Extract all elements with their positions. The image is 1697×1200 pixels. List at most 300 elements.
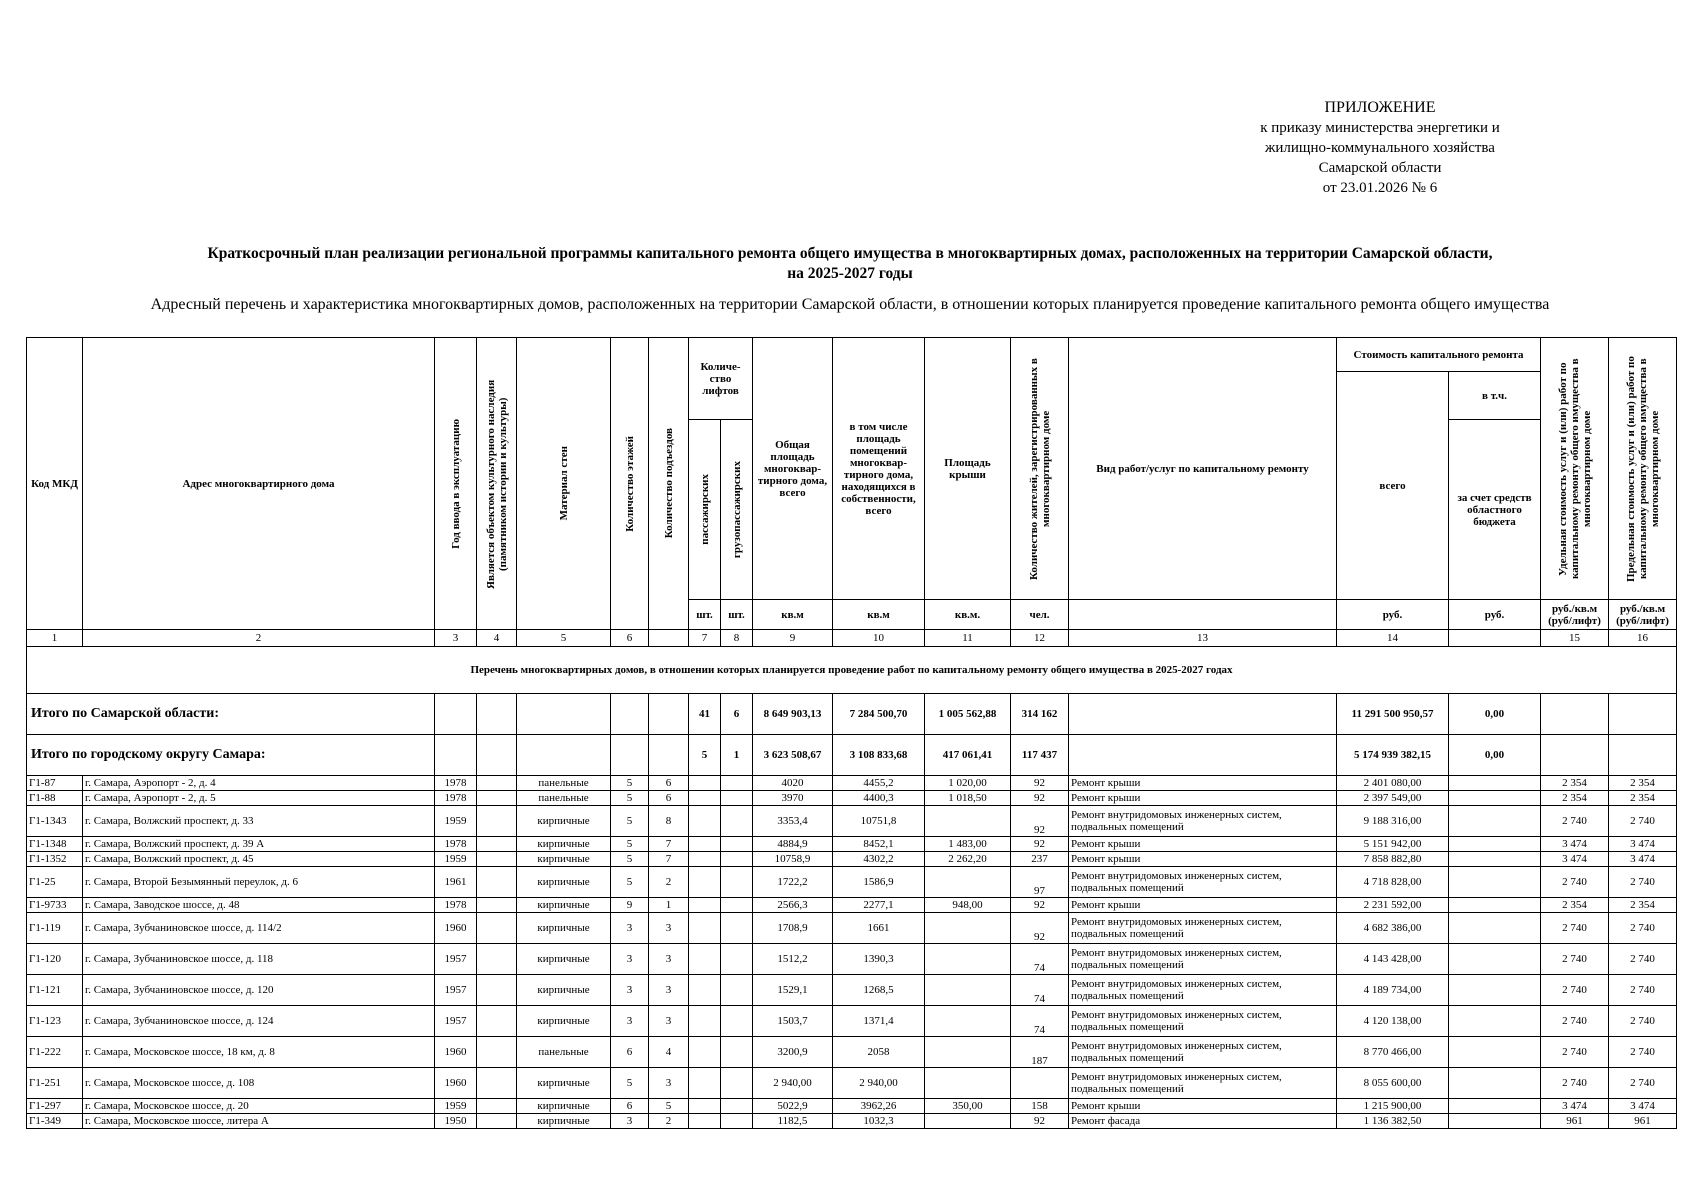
cell-code: Г1-121 [27, 975, 83, 1006]
total-city-row [27, 735, 1677, 776]
cell-entrances: 7 [649, 837, 689, 852]
cell-heritage [477, 867, 517, 898]
cell-max-cost: 2 354 [1609, 791, 1677, 806]
cell-residents: 97 [1011, 867, 1069, 898]
cell-residents: 74 [1011, 944, 1069, 975]
cell-floors: 5 [611, 1068, 649, 1099]
table-row [27, 913, 1677, 944]
cell-address: г. Самара, Московское шоссе, д. 20 [83, 1099, 435, 1114]
cell-max-cost: 2 740 [1609, 975, 1677, 1006]
cell-lifts-cargo [721, 1006, 753, 1037]
cell-cost: 4 718 828,00 [1337, 867, 1449, 898]
cell-area: 2 940,00 [753, 1068, 833, 1099]
header-max-cost [1609, 338, 1677, 600]
cell-cost: 4 189 734,00 [1337, 975, 1449, 1006]
header-floors [611, 338, 649, 630]
cell-unit-cost: 2 354 [1541, 898, 1609, 913]
cell-address: г. Самара, Заводское шоссе, д. 48 [83, 898, 435, 913]
column-number-row [27, 630, 1677, 647]
cell-residents: 74 [1011, 975, 1069, 1006]
cell-entrances: 4 [649, 1037, 689, 1068]
cell-year: 1978 [435, 776, 477, 791]
city-area: 3 623 508,67 [753, 735, 833, 776]
cell-material: панельные [517, 1037, 611, 1068]
cell-year: 1959 [435, 852, 477, 867]
cell-residents: 158 [1011, 1099, 1069, 1114]
header-residents-text: Количество жителей, зарегистрированных в многоквартирном доме [1027, 357, 1052, 580]
cell-residents: 92 [1011, 791, 1069, 806]
cell-lifts-cargo [721, 837, 753, 852]
cell-floors: 6 [611, 1099, 649, 1114]
cell-area: 3200,9 [753, 1037, 833, 1068]
cell-unit-cost: 2 740 [1541, 1006, 1609, 1037]
appendix-block [1120, 98, 1640, 198]
cell-address: г. Самара, Московское шоссе, д. 108 [83, 1068, 435, 1099]
cell-roof [925, 1006, 1011, 1037]
column-number: 2 [83, 630, 435, 647]
cell-year: 1959 [435, 806, 477, 837]
cell-address: г. Самара, Волжский проспект, д. 33 [83, 806, 435, 837]
cell-regional [1449, 837, 1541, 852]
total-cost: 11 291 500 950,57 [1337, 694, 1449, 735]
cell-cost: 8 770 466,00 [1337, 1037, 1449, 1068]
cell-heritage [477, 898, 517, 913]
cell-max-cost: 961 [1609, 1114, 1677, 1129]
appendix-line: от 23.01.2026 № 6 [1322, 180, 1438, 196]
cell-code: Г1-1352 [27, 852, 83, 867]
cell-roof [925, 867, 1011, 898]
cell-address: г. Самара, Московское шоссе, литера А [83, 1114, 435, 1129]
column-number: 15 [1541, 630, 1609, 647]
table-row [27, 944, 1677, 975]
cell-lifts-pass [689, 975, 721, 1006]
cell-code: Г1-9733 [27, 898, 83, 913]
cell-residents: 92 [1011, 806, 1069, 837]
cell-year: 1950 [435, 1114, 477, 1129]
header-area-total: Общая площадь многоквар-тирного дома, всего [753, 338, 833, 600]
cell-heritage [477, 806, 517, 837]
total-area: 8 649 903,13 [753, 694, 833, 735]
cell-address: г. Самара, Второй Безымянный переулок, д. 6 [83, 867, 435, 898]
cell-floors: 5 [611, 867, 649, 898]
total-roof: 1 005 562,88 [925, 694, 1011, 735]
cell-unit-cost: 961 [1541, 1114, 1609, 1129]
table-row [27, 1006, 1677, 1037]
cell-max-cost: 2 354 [1609, 898, 1677, 913]
total-lifts-cargo: 6 [721, 694, 753, 735]
table-row [27, 776, 1677, 791]
cell-lifts-pass [689, 1006, 721, 1037]
cell-entrances: 3 [649, 1006, 689, 1037]
cell-code: Г1-123 [27, 1006, 83, 1037]
cell-max-cost: 2 740 [1609, 1037, 1677, 1068]
cell-regional [1449, 776, 1541, 791]
cell-max-cost: 2 740 [1609, 867, 1677, 898]
column-number [1449, 630, 1541, 647]
cell-lifts-pass [689, 806, 721, 837]
cell-code: Г1-222 [27, 1037, 83, 1068]
cell-roof [925, 913, 1011, 944]
cell-unit-cost: 2 354 [1541, 776, 1609, 791]
cell-residents: 92 [1011, 898, 1069, 913]
cell-year: 1957 [435, 1006, 477, 1037]
cell-work: Ремонт внутридомовых инженерных систем, подвальных помещений [1069, 944, 1337, 975]
cell-lifts-pass [689, 791, 721, 806]
cell-max-cost: 2 740 [1609, 1068, 1677, 1099]
title-line-2: на 2025-2027 годы [787, 265, 913, 282]
unit-people: чел. [1011, 600, 1069, 630]
cell-cost: 4 143 428,00 [1337, 944, 1449, 975]
header-year-text: Год ввода в эксплуатацию [449, 418, 462, 549]
cell-lifts-pass [689, 1114, 721, 1129]
cell-lifts-pass [689, 898, 721, 913]
cell-floors: 5 [611, 837, 649, 852]
cell-heritage [477, 791, 517, 806]
table-row [27, 975, 1677, 1006]
cell-cost: 7 858 882,80 [1337, 852, 1449, 867]
cell-entrances: 1 [649, 898, 689, 913]
header-material [517, 338, 611, 630]
cell-regional [1449, 791, 1541, 806]
cell-roof: 1 018,50 [925, 791, 1011, 806]
unit-sqm: кв.м [833, 600, 925, 630]
cell-lifts-cargo [721, 852, 753, 867]
cell-lifts-pass [689, 944, 721, 975]
header-address: Адрес многоквартирного дома [83, 338, 435, 630]
cell-lifts-pass [689, 776, 721, 791]
cell-lifts-pass [689, 1099, 721, 1114]
cell-roof [925, 1114, 1011, 1129]
cell-lifts-cargo [721, 944, 753, 975]
cell-roof: 1 020,00 [925, 776, 1011, 791]
cell-unit-cost: 2 740 [1541, 913, 1609, 944]
cell-address: г. Самара, Московское шоссе, 18 км, д. 8 [83, 1037, 435, 1068]
column-number: 16 [1609, 630, 1677, 647]
header-area-owned: в том числе площадь помещений многоквар-тирного дома, находящихся в собственности, всего [833, 338, 925, 600]
cell-area-owned: 1371,4 [833, 1006, 925, 1037]
cell-area: 1708,9 [753, 913, 833, 944]
cell-year: 1960 [435, 1037, 477, 1068]
header-lifts-pass [689, 420, 721, 600]
cell-heritage [477, 837, 517, 852]
column-number: 13 [1069, 630, 1337, 647]
cell-address: г. Самара, Аэропорт - 2, д. 5 [83, 791, 435, 806]
cell-unit-cost: 3 474 [1541, 837, 1609, 852]
cell-cost: 5 151 942,00 [1337, 837, 1449, 852]
cell-work: Ремонт крыши [1069, 791, 1337, 806]
cell-material: кирпичные [517, 898, 611, 913]
cell-cost: 8 055 600,00 [1337, 1068, 1449, 1099]
total-region-label: Итого по Самарской области: [27, 694, 435, 735]
cell-material: панельные [517, 776, 611, 791]
cell-work: Ремонт крыши [1069, 1099, 1337, 1114]
cell-regional [1449, 1006, 1541, 1037]
cell-work: Ремонт внутридомовых инженерных систем, подвальных помещений [1069, 975, 1337, 1006]
cell-regional [1449, 1037, 1541, 1068]
cell-address: г. Самара, Зубчаниновское шоссе, д. 114/2 [83, 913, 435, 944]
unit-rub-sqm: руб./кв.м (руб/лифт) [1609, 600, 1677, 630]
cell-code: Г1-1343 [27, 806, 83, 837]
cell-max-cost: 3 474 [1609, 852, 1677, 867]
total-regional: 0,00 [1449, 694, 1541, 735]
cell-heritage [477, 1037, 517, 1068]
cell-residents: 237 [1011, 852, 1069, 867]
cell-work: Ремонт крыши [1069, 837, 1337, 852]
cell-address: г. Самара, Аэропорт - 2, д. 4 [83, 776, 435, 791]
cell-area-owned: 1661 [833, 913, 925, 944]
document-subtitle: Адресный перечень и характеристика многоквартирных домов, расположенных на территории Самарской области, в отношении которых планируется проведение капитального ремонта общего имущества [150, 296, 1550, 313]
cell-floors: 3 [611, 1114, 649, 1129]
cell-cost: 2 397 549,00 [1337, 791, 1449, 806]
cell-code: Г1-87 [27, 776, 83, 791]
unit-pcs: шт. [721, 600, 753, 630]
cell-floors: 3 [611, 944, 649, 975]
cell-work: Ремонт крыши [1069, 776, 1337, 791]
cell-entrances: 5 [649, 1099, 689, 1114]
cell-code: Г1-251 [27, 1068, 83, 1099]
cell-roof: 1 483,00 [925, 837, 1011, 852]
section-title: Перечень многоквартирных домов, в отношении которых планируется проведение работ по капитальному ремонту общего имущества в 2025-2027 годах [27, 647, 1677, 694]
header-cost: Стоимость капитального ремонта [1337, 338, 1541, 372]
total-lifts-pass: 41 [689, 694, 721, 735]
document-title [150, 244, 1550, 284]
cell-cost: 1 136 382,50 [1337, 1114, 1449, 1129]
cell-address: г. Самара, Волжский проспект, д. 39 А [83, 837, 435, 852]
column-number: 6 [611, 630, 649, 647]
column-number: 14 [1337, 630, 1449, 647]
title-line-1: Краткосрочный план реализации региональной программы капитального ремонта общего имущества в многоквартирных домах, расположенных на территории Самарской области, [207, 245, 1493, 262]
column-number: 7 [689, 630, 721, 647]
cell-roof [925, 975, 1011, 1006]
cell-entrances: 6 [649, 791, 689, 806]
cell-entrances: 6 [649, 776, 689, 791]
cell-regional [1449, 852, 1541, 867]
cell-lifts-pass [689, 913, 721, 944]
cell-code: Г1-297 [27, 1099, 83, 1114]
cell-heritage [477, 1006, 517, 1037]
header-lifts: Количе-ство лифтов [689, 338, 753, 420]
cell-lifts-cargo [721, 1068, 753, 1099]
cell-unit-cost: 2 740 [1541, 975, 1609, 1006]
header-work-type: Вид работ/услуг по капитальному ремонту [1069, 338, 1337, 600]
header-max-cost-text: Предельная стоимость услуг и (или) работ по капитальному ремонту общего имущества в многоквартирном доме [1624, 355, 1661, 582]
table-row [27, 1037, 1677, 1068]
cell-area: 5022,9 [753, 1099, 833, 1114]
header-floors-text: Количество этажей [623, 435, 636, 532]
cell-area-owned: 1586,9 [833, 867, 925, 898]
appendix-head: ПРИЛОЖЕНИЕ [1324, 99, 1436, 116]
cell-year: 1961 [435, 867, 477, 898]
header-cost-incl: в т.ч. [1449, 372, 1541, 420]
cell-area: 3970 [753, 791, 833, 806]
cell-year: 1978 [435, 837, 477, 852]
cell-entrances: 2 [649, 867, 689, 898]
cell-floors: 5 [611, 852, 649, 867]
cell-lifts-pass [689, 837, 721, 852]
cell-roof [925, 806, 1011, 837]
cell-material: кирпичные [517, 852, 611, 867]
cell-area-owned: 4400,3 [833, 791, 925, 806]
table-row [27, 1099, 1677, 1114]
cell-floors: 3 [611, 975, 649, 1006]
cell-work: Ремонт крыши [1069, 852, 1337, 867]
cell-code: Г1-119 [27, 913, 83, 944]
table-row [27, 852, 1677, 867]
cell-year: 1960 [435, 913, 477, 944]
column-number: 1 [27, 630, 83, 647]
cell-unit-cost: 2 354 [1541, 791, 1609, 806]
header-material-text: Материал стен [557, 446, 570, 521]
cell-material: кирпичные [517, 944, 611, 975]
cell-entrances: 7 [649, 852, 689, 867]
column-number: 5 [517, 630, 611, 647]
cell-area-owned: 4455,2 [833, 776, 925, 791]
cell-area-owned: 8452,1 [833, 837, 925, 852]
appendix-line: жилищно-коммунального хозяйства [1265, 140, 1495, 156]
cell-unit-cost: 2 740 [1541, 867, 1609, 898]
cell-unit-cost: 2 740 [1541, 944, 1609, 975]
unit-rub: руб. [1337, 600, 1449, 630]
cell-unit-cost: 3 474 [1541, 1099, 1609, 1114]
cell-work: Ремонт внутридомовых инженерных систем, подвальных помещений [1069, 1037, 1337, 1068]
unit-sqm: кв.м. [925, 600, 1011, 630]
cell-floors: 3 [611, 1006, 649, 1037]
cell-cost: 4 682 386,00 [1337, 913, 1449, 944]
table-row [27, 806, 1677, 837]
total-residents: 314 162 [1011, 694, 1069, 735]
cell-area: 1529,1 [753, 975, 833, 1006]
cell-regional [1449, 898, 1541, 913]
cell-regional [1449, 913, 1541, 944]
city-residents: 117 437 [1011, 735, 1069, 776]
total-city-label: Итого по городскому округу Самара: [27, 735, 435, 776]
column-number: 12 [1011, 630, 1069, 647]
cell-material: кирпичные [517, 1114, 611, 1129]
cell-floors: 9 [611, 898, 649, 913]
cell-cost: 1 215 900,00 [1337, 1099, 1449, 1114]
cell-material: кирпичные [517, 806, 611, 837]
cell-work: Ремонт внутридомовых инженерных систем, подвальных помещений [1069, 1006, 1337, 1037]
cell-address: г. Самара, Зубчаниновское шоссе, д. 124 [83, 1006, 435, 1037]
table-row [27, 1068, 1677, 1099]
column-number: 4 [477, 630, 517, 647]
cell-regional [1449, 867, 1541, 898]
cell-area: 1512,2 [753, 944, 833, 975]
cell-material: кирпичные [517, 837, 611, 852]
city-regional: 0,00 [1449, 735, 1541, 776]
city-lifts-pass: 5 [689, 735, 721, 776]
cell-max-cost: 2 740 [1609, 806, 1677, 837]
cell-max-cost: 2 740 [1609, 944, 1677, 975]
cell-heritage [477, 1099, 517, 1114]
cell-residents: 92 [1011, 1114, 1069, 1129]
cell-material: кирпичные [517, 975, 611, 1006]
appendix-line: к приказу министерства энергетики и [1260, 120, 1500, 136]
cell-material: кирпичные [517, 867, 611, 898]
cell-lifts-cargo [721, 1099, 753, 1114]
cell-regional [1449, 975, 1541, 1006]
header-heritage [477, 338, 517, 630]
cell-heritage [477, 1114, 517, 1129]
header-unit-cost-text: Удельная стоимость услуг и (или) работ по капитальному ремонту общего имущества в многоквартирном доме [1556, 358, 1593, 579]
cell-work: Ремонт крыши [1069, 898, 1337, 913]
cell-lifts-pass [689, 1037, 721, 1068]
city-area-owned: 3 108 833,68 [833, 735, 925, 776]
cell-area-owned: 4302,2 [833, 852, 925, 867]
cell-residents: 74 [1011, 1006, 1069, 1037]
column-number: 10 [833, 630, 925, 647]
cell-roof: 350,00 [925, 1099, 1011, 1114]
header-lifts-cargo-text: грузопассажирских [730, 460, 743, 559]
cell-code: Г1-25 [27, 867, 83, 898]
cell-work: Ремонт внутридомовых инженерных систем, подвальных помещений [1069, 867, 1337, 898]
header-entrances-text: Количество подъездов [662, 428, 675, 539]
cell-residents: 187 [1011, 1037, 1069, 1068]
cell-year: 1959 [435, 1099, 477, 1114]
appendix-line: Самарской области [1318, 160, 1442, 176]
cell-area-owned: 2277,1 [833, 898, 925, 913]
cell-area: 3353,4 [753, 806, 833, 837]
cell-heritage [477, 975, 517, 1006]
cell-area: 1503,7 [753, 1006, 833, 1037]
cell-residents: 92 [1011, 837, 1069, 852]
header-unit-cost [1541, 338, 1609, 600]
cell-heritage [477, 913, 517, 944]
cell-lifts-cargo [721, 806, 753, 837]
cell-floors: 6 [611, 1037, 649, 1068]
cell-lifts-pass [689, 1068, 721, 1099]
cell-year: 1960 [435, 1068, 477, 1099]
cell-area: 2566,3 [753, 898, 833, 913]
cell-lifts-cargo [721, 913, 753, 944]
cell-roof [925, 1068, 1011, 1099]
column-number: 11 [925, 630, 1011, 647]
cell-entrances: 8 [649, 806, 689, 837]
cell-regional [1449, 1068, 1541, 1099]
cell-material: кирпичные [517, 1068, 611, 1099]
cell-material: кирпичные [517, 913, 611, 944]
cell-unit-cost: 2 740 [1541, 1037, 1609, 1068]
cell-residents: 92 [1011, 913, 1069, 944]
cell-regional [1449, 944, 1541, 975]
header-cost-regional: за счет средств областного бюджета [1449, 420, 1541, 600]
cell-area: 4020 [753, 776, 833, 791]
cell-regional [1449, 1099, 1541, 1114]
cell-lifts-pass [689, 867, 721, 898]
cell-year: 1957 [435, 944, 477, 975]
cell-year: 1957 [435, 975, 477, 1006]
cell-area: 10758,9 [753, 852, 833, 867]
cell-regional [1449, 1114, 1541, 1129]
table-row [27, 1114, 1677, 1129]
header-cost-total: всего [1337, 372, 1449, 600]
cell-material: панельные [517, 791, 611, 806]
cell-area-owned: 2058 [833, 1037, 925, 1068]
cell-lifts-cargo [721, 791, 753, 806]
cell-area-owned: 1268,5 [833, 975, 925, 1006]
unit-empty [1069, 600, 1337, 630]
cell-code: Г1-1348 [27, 837, 83, 852]
cell-max-cost: 3 474 [1609, 1099, 1677, 1114]
cell-residents [1011, 1068, 1069, 1099]
cell-year: 1978 [435, 791, 477, 806]
cell-regional [1449, 806, 1541, 837]
cell-lifts-cargo [721, 975, 753, 1006]
cell-floors: 5 [611, 791, 649, 806]
cell-lifts-pass [689, 852, 721, 867]
header-heritage-text: Является объектом культурного наследия (памятником истории и культуры) [484, 378, 509, 589]
total-area-owned: 7 284 500,70 [833, 694, 925, 735]
